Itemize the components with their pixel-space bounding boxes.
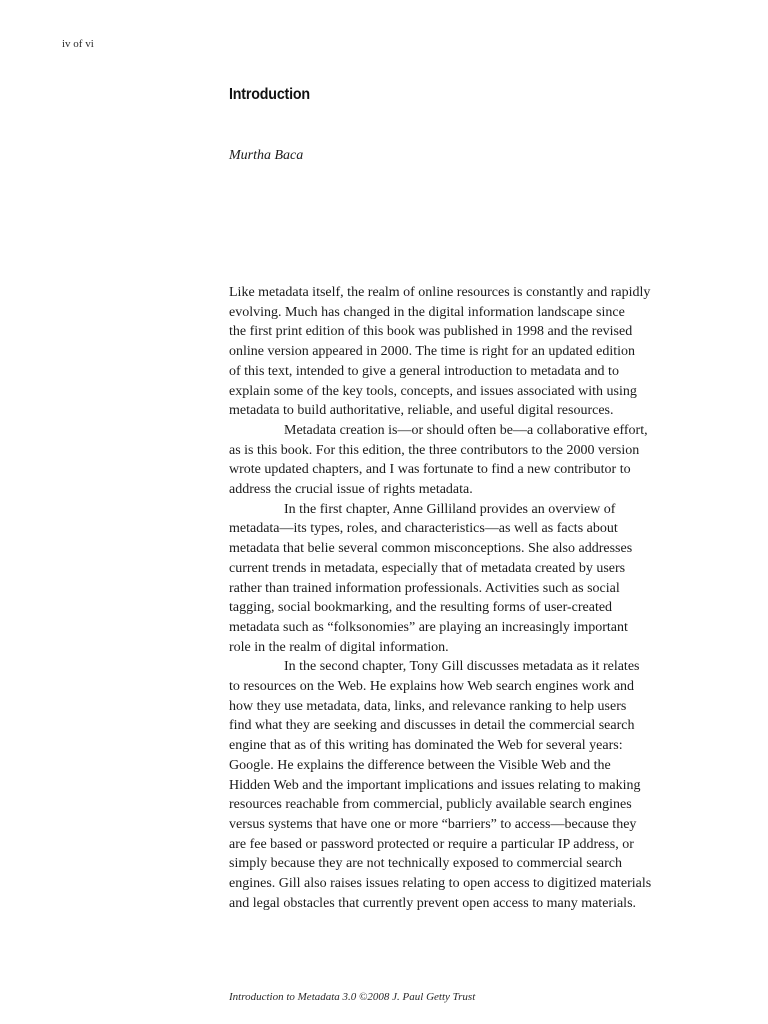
body-line: current trends in metadata, especially that of metadata created by users (229, 560, 626, 576)
author-name: Murtha Baca (229, 148, 304, 163)
body-line: rather than trained information professionals. Activities such as social (229, 580, 620, 596)
body-line: metadata such as “folksonomies” are playing an increasingly important (229, 619, 628, 635)
page-footer: Introduction to Metadata 3.0 ©2008 J. Paul Getty Trust (229, 991, 476, 1003)
body-line: engine that as of this writing has dominated the Web for several years: (229, 738, 623, 754)
body-line: metadata that belie several common misconceptions. She also addresses (229, 541, 633, 557)
body-line: resources reachable from commercial, publicly available search engines (229, 797, 632, 813)
body-line: address the crucial issue of rights metadata. (229, 482, 473, 498)
body-line: Like metadata itself, the realm of online resources is constantly and rapidly (229, 285, 651, 300)
body-line: the first print edition of this book was published in 1998 and the revised (229, 324, 633, 340)
chapter-title: Introduction (229, 86, 310, 103)
body-line: Metadata creation is—or should often be—a collaborative effort, (284, 422, 648, 438)
body-line: In the first chapter, Anne Gilliland provides an overview of (284, 501, 616, 517)
body-line: are fee based or password protected or require a particular IP address, or (229, 836, 634, 852)
body-line: to resources on the Web. He explains how Web search engines work and (229, 679, 635, 695)
body-line: explain some of the key tools, concepts, and issues associated with using (229, 383, 637, 399)
body-line: online version appeared in 2000. The time is right for an updated edition (229, 344, 636, 360)
body-line: wrote updated chapters, and I was fortunate to find a new contributor to (229, 462, 631, 478)
page-number: iv of vi (62, 38, 94, 50)
body-line: metadata to build authoritative, reliable, and useful digital resources. (229, 403, 614, 419)
body-line: as is this book. For this edition, the three contributors to the 2000 version (229, 442, 640, 458)
body-line: of this text, intended to give a general introduction to metadata and to (229, 363, 619, 379)
body-line: how they use metadata, data, links, and relevance ranking to help users (229, 698, 627, 714)
body-text (229, 283, 679, 914)
body-line: engines. Gill also raises issues relating to open access to digitized materials (229, 876, 652, 892)
body-line: metadata—its types, roles, and characteristics—as well as facts about (229, 521, 618, 537)
body-line: tagging, social bookmarking, and the resulting forms of user-created (229, 600, 613, 616)
body-line: find what they are seeking and discusses in detail the commercial search (229, 718, 635, 734)
body-line: Google. He explains the difference between the Visible Web and the (229, 757, 611, 773)
body-line: evolving. Much has changed in the digital information landscape since (229, 304, 625, 320)
body-line: In the second chapter, Tony Gill discusses metadata as it relates (284, 659, 640, 675)
body-line: and legal obstacles that currently prevent open access to many materials. (229, 895, 637, 911)
body-line: Hidden Web and the important implications and issues relating to making (229, 777, 641, 793)
body-line: simply because they are not technically exposed to commercial search (229, 856, 623, 872)
body-line: versus systems that have one or more “barriers” to access—because they (229, 816, 637, 832)
body-line: role in the realm of digital information. (229, 639, 449, 655)
